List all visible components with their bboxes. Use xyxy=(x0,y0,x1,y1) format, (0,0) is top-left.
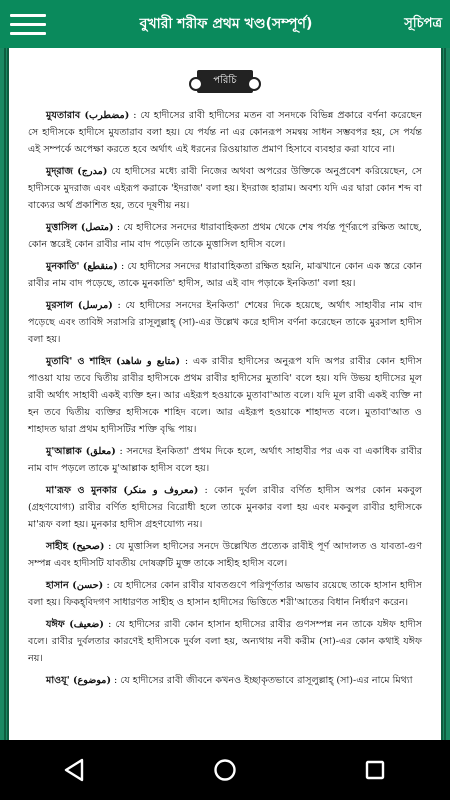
paragraph-term: যঈফ (ضعيف) xyxy=(46,619,104,630)
paragraph-text: : যে মুত্তাসিল হাদীসের সনদে উল্লেখিত প্রত্যেক রাবীই পূর্ণ আদালত ও যাবতা-গুণ সম্পন্ন এবং হাদীসটি যাবতীয় দোষত্রুটি মুক্ত তাকে সাহীহ হাদীস বলে। xyxy=(28,541,422,569)
paragraph-term: মা'রূফ ও মুনকার (معروف و منكر) xyxy=(46,485,199,496)
paragraph-text: : যে হাদীসের সনদের ইনকিতা' শেষের দিকে হয়েছে, অর্থাৎ সাহাবীর নাম বাদ পড়েছে এবং তাবিঈ সরাসরি রাসূলুল্লাহ্‌ (সা)-এর উল্লেখ করে হাদীস বর্ণনা করেছেন তাকে মুরসাল হাদীস বলা হয়। xyxy=(28,300,422,345)
paragraph-text: যে হাদীসের মধ্যে রাবী নিজের অথবা অপরের উক্তিকে অনুপ্রবেশ করিয়েছেন, সে হাদীসকে মুদরাজ এবং এইরূপ করাকে 'ইদরাজ' বলা হয়। ইদরাজ হারাম। অবশ্য যদি এর দ্বারা কোন শব্দ বা বাক্যের অর্থ প্রকাশিত হয়, তবে দূষণীয় নয়। xyxy=(28,166,422,211)
index-button[interactable]: সূচিপত্র xyxy=(404,15,442,31)
paragraph-text: : যে হাদীসের কোন রাবীর যাবতগুণে পরিপূর্ণতার অভাব রয়েছে তাকে হাসান হাদীস বলা হয়। ফিকহ্‌বিদগণ সাধারণত সাহীহ ও হাসান হাদীসের ভিত্তিতে শরী'আতের বিধান নির্ধারণ করেন। xyxy=(28,580,422,608)
paragraph-term: মুতাবি' ও শাহিদ (متابع و شاهد) xyxy=(46,356,181,367)
app-bar xyxy=(0,0,450,48)
paragraph-sahih xyxy=(28,538,422,572)
paragraph-muallaq xyxy=(28,443,422,477)
recents-square-icon[interactable] xyxy=(345,740,405,800)
paragraph-text: : যে হাদীসের রাবী জীবনে কখনও ইচ্ছাকৃতভাবে রাসূলুল্লাহ্‌ (সা)-এর নামে মিথ্যা xyxy=(110,675,413,686)
reading-area[interactable] xyxy=(0,48,450,740)
paragraph-text: : এক রাবীর হাদীসের অনুরূপ যদি অপর রাবীর কোন হাদীস পাওয়া যায় তবে দ্বিতীয় রাবীর হাদীসকে প্রথম রাবীর হাদীসের মুতাবি' বলে হয়। যদি উভয় হাদীসের মূল রাবী অর্থাৎ সাহাবী একই ব্যক্তি হন। আর এইরূপ হওয়াকে মুতাবা'আত বলে। যদি মূল রাবী একই ব্যক্তি না হন তবে দ্বিতীয় ব্যক্তির হাদীসকে শাহিদ বলে। আর এইরূপ হওয়াকে শাহাদত বলে। মুতাবা'আত ও শাহাদত দ্বারা প্রথম হাদীসটির শক্তি বৃদ্ধি পায়। xyxy=(28,356,422,435)
paragraph-daif xyxy=(28,616,422,667)
paragraph-text: : কোন দুর্বল রাবীর বর্ণিত হাদীস অপর কোন মকবুল (গ্রহণযোগ্য) রাবীর বর্ণিত হাদীসের বিরোধী হলে তাকে মুনকার বলা হয় এবং মকবুল রাবীর হাদীসকে মা'রূফ বলা হয়। মুনকার হাদীস গ্রহণযোগ্য নয়। xyxy=(28,485,422,530)
app-title: বুখারী শরীফ প্রথম খণ্ড(সম্পূর্ণ) xyxy=(139,16,313,32)
home-circle-icon[interactable] xyxy=(195,740,255,800)
paragraph-mutabi-shahid xyxy=(28,353,422,438)
section-heading: পরিচি xyxy=(197,70,252,93)
heading-wrap xyxy=(28,68,422,93)
system-navigation-bar xyxy=(0,740,450,800)
paragraph-term: মুরসাল (مرسل) xyxy=(46,300,113,311)
paragraph-text: : যে হাদীসের রাবী কোন হাসান হাদীসের রাবীর গুণসম্পন্ন নন তাকে যঈফ হাদীস বলে। রাবীর দুর্বলতার কারণেই হাদীসকে দুর্বল বলা হয়, অন্যথায় নবী করীম (সা)-এর কোন কথাই যঈফ নয়। xyxy=(28,619,422,664)
paragraph-mudtarib xyxy=(28,107,422,158)
paragraph-text: : যে হাদীসের রাবী হাদীসের মতন বা সনদকে বিভিন্ন প্রকারে বর্ণনা করেছেন সে হাদীসকে হাদীসে মুযতারাব বলা হয়। যে পর্যন্ত না এর কোনরূপ সমন্বয় সাধন সম্ভবপর হয়, সে পর্যন্ত এই সম্পর্কে অপেক্ষা করতে হবে অর্থাৎ এই ধরনের রিওয়ায়াত প্রমাণ হিসাবে ব্যবহার করা যাবে না। xyxy=(28,110,422,155)
paragraph-term: মুত্তাসিল (متصل) xyxy=(46,222,114,233)
paragraph-text: : যে হাদীসের সনদের ধারাবাহিকতা রক্ষিত হয়নি, মাঝখানে কোন এক স্তরে কোন রাবীর নাম বাদ পড়েছে, তাকে মুনকাতি' হাদীস, আর এই বাদ পড়াকে ইনকিতা' বলা হয়। xyxy=(28,261,422,289)
paragraph-term: হাসান (حسن) xyxy=(46,580,104,591)
paragraph-term: মুযতারাব (مضطرب) xyxy=(46,110,130,121)
hamburger-menu-icon[interactable] xyxy=(0,0,56,48)
paragraph-term: সাহীহ (صحيح) xyxy=(46,541,105,552)
paragraph-term: মু'আল্লাক (معلق) xyxy=(46,446,116,457)
paragraph-term: মুদ্‌রাজ (مدرج) xyxy=(46,166,108,177)
paragraph-maruf-munkar xyxy=(28,482,422,533)
paragraph-mudraj xyxy=(28,163,422,214)
back-triangle-icon[interactable] xyxy=(45,740,105,800)
paragraph-text: : সনদের ইনকিতা' প্রথম দিকে হলে, অর্থাৎ সাহাবীর পর এক বা একাধিক রাবীর নাম বাদ পড়লে তাকে মু'আল্লাক হাদীস বলে হয়। xyxy=(28,446,422,474)
paragraph-term: মুনকাতি' (منقطع) xyxy=(46,261,118,272)
page-content xyxy=(24,48,426,740)
paragraph-term: মাওযূ' (موضوع) xyxy=(46,675,111,686)
paragraph-muttasil xyxy=(28,219,422,253)
paragraph-mawdu xyxy=(28,672,422,689)
paragraph-munqati xyxy=(28,258,422,292)
right-border-decoration xyxy=(438,48,450,740)
paragraph-hasan xyxy=(28,577,422,611)
left-border-decoration xyxy=(0,48,12,740)
paragraph-mursal xyxy=(28,297,422,348)
paragraph-text: : যে হাদীসের সনদের ধারাবাহিকতা প্রথম থেকে শেষ পর্যন্ত পূর্ণরূপে রক্ষিত আছে, কোন স্তরেই কোন রাবীর নাম বাদ পড়েনি তাকে মুত্তাসিল হাদীস বলে। xyxy=(28,222,422,250)
